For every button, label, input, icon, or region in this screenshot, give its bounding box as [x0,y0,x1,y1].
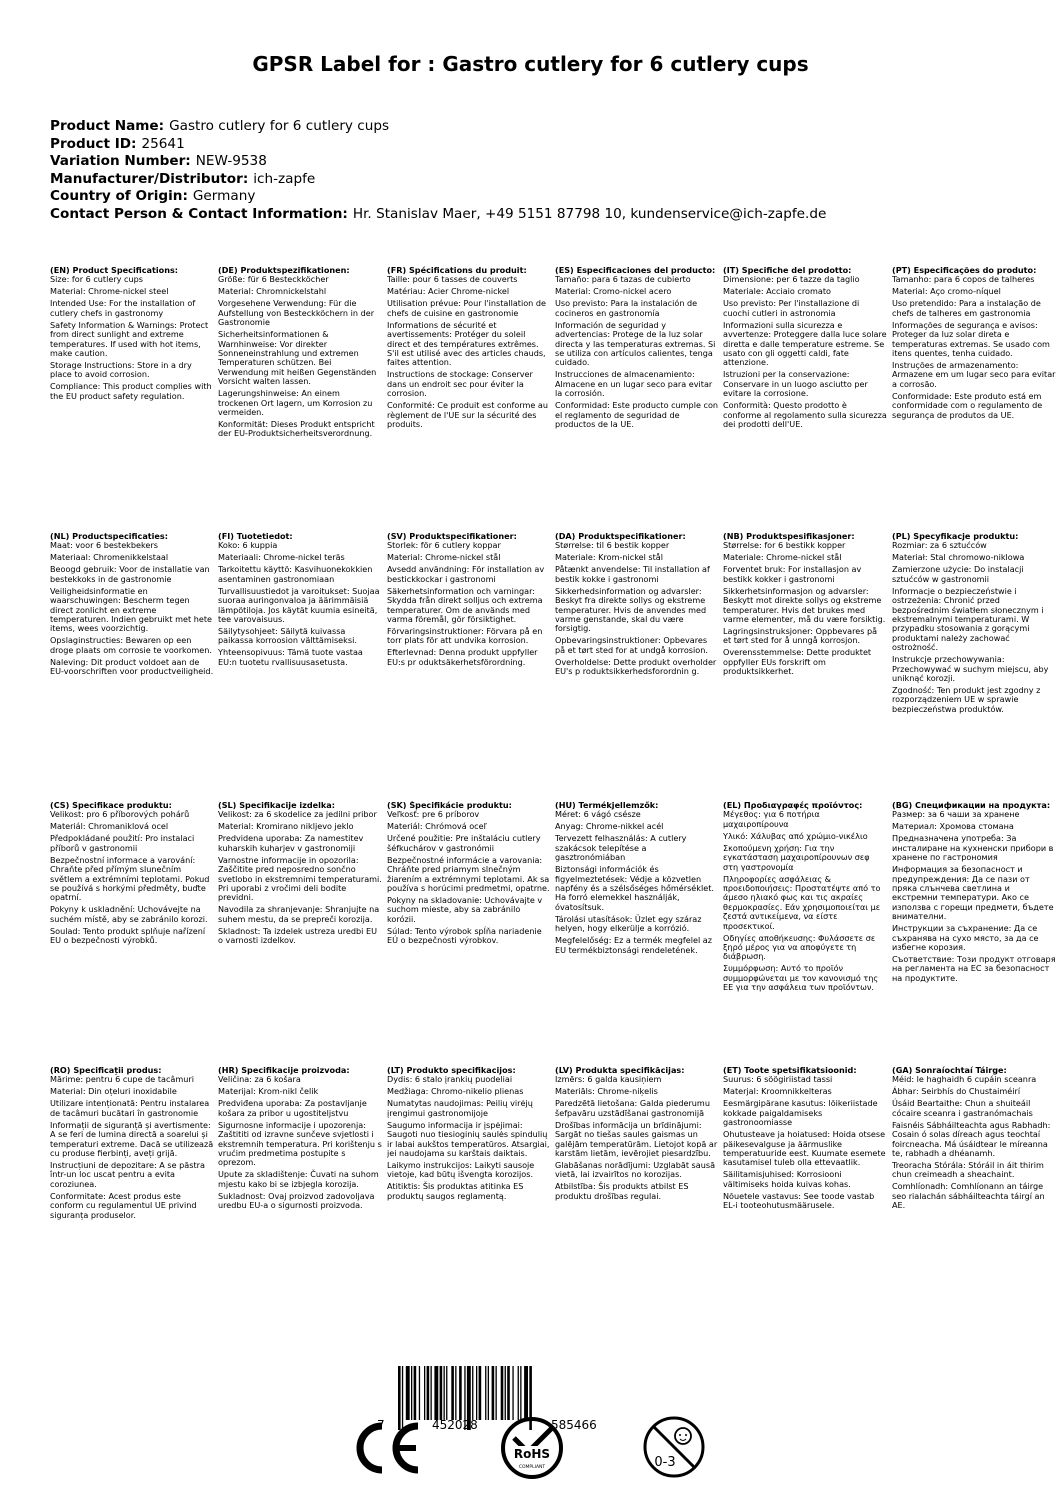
barcode-bar [476,1366,477,1420]
spec-line: Navodila za shranjevanje: Shranjujte na suhem mestu, da se prepreči korozija. [218,904,380,924]
spec-heading: (FI) Tuotetiedot: [218,532,293,541]
spec-line: Información de seguridad y advertencias: Protege de la luz solar directa y las temperaturas extremas. Si se utiliza con artículos calientes, tenga cuidado. [555,319,716,368]
spec-line: Uso previsto: Para la instalación de cocineros en gastronomía [555,298,698,318]
svg-text:RoHS: RoHS [513,1447,551,1461]
barcode-bar [451,1366,454,1420]
barcode-bar [512,1366,513,1420]
not-for-children-0-3-icon [641,1414,707,1480]
spec-line: Ábhar: Seirbhís do Chustaiméirí [892,1086,1021,1097]
spec-line: Material: Chrome-nickel stål [387,552,501,563]
spec-line: Forventet bruk: For installasjon av bestikk kokker i gastronomi [723,564,862,584]
barcode-bar [507,1366,510,1420]
spec-line: Informazioni sulla sicurezza e avvertenze: Proteggere dalla luce solare diretta e dalle temperature estreme. Se usato con gli oggetti caldi, fate attenzione. [723,319,887,368]
spec-line: Størrelse: for 6 bestikk kopper [723,540,846,551]
spec-line: Utilizare intenționată: Pentru instalarea de tacâmuri bucătari în gastronomie [50,1098,210,1118]
spec-line: Sigurnosne informacije i upozorenja: Zaštititi od izravne sunčeve svjetlosti i ekstremnih temperatura. Pri korištenju s vrućim predmetima postupite s oprezom. [218,1119,382,1168]
spec-line: Veľkosť: pre 6 príborov [387,809,480,820]
spec-heading: (ES) Especificaciones del producto: [555,266,716,275]
spec-block [555,801,719,958]
spec-heading: (CS) Specifikace produktu: [50,801,172,810]
spec-line: Materiale: Acciaio cromato [723,286,831,297]
spec-line: Instrucciones de almacenamiento: Almacene en un lugar seco para evitar la corrosión. [555,369,713,399]
spec-line: Avsedd användning: För installation av bestickkockar i gastronomi [387,564,545,584]
spec-block [387,266,551,432]
spec-heading: (SV) Produktspecifikationer: [387,532,517,541]
spec-line: Informações de segurança e avisos: Proteger da luz solar direta e temperaturas extremas. Se usado com itens quentes, tenha cuidado. [892,319,1050,359]
spec-line: Storage Instructions: Store in a dry place to avoid corrosion. [50,360,192,380]
spec-block [387,532,551,670]
spec-line: Pokyny na skladovanie: Uchovávajte v suchom mieste, aby sa zabránilo korózii. [387,895,543,924]
barcode-digit-prefix: 7 [377,1418,385,1432]
spec-heading: (LT) Produkto specifikacijos: [387,1066,516,1075]
spec-line: Saugumo informacija ir įspėjimai: Saugoti nuo tiesioginių saulės spindulių ir labai aukštos temperatūros. Atsargiai, jei naudojama su karštais daiktais. [387,1119,550,1159]
spec-heading: (PL) Specyfikacje produktu: [892,532,1019,541]
spec-heading: (BG) Спецификации на продукта: [892,801,1051,810]
spec-line: Méret: 6 vágó csésze [555,809,641,820]
barcode-bar [424,1366,425,1420]
barcode-bar [406,1366,410,1420]
spec-line: Overensstemmelse: Dette produktet oppfyller EUs forskrift om produktsikkerhet. [723,647,872,677]
barcode-bar [479,1366,482,1420]
spec-line: Tamaño: para 6 tazas de cubierto [555,274,691,285]
info-contact: Contact Person & Contact Information: Hr. Stanislav Maer, +49 5151 87798 10, kundenservice@ich-zapfe.de [50,205,827,222]
spec-heading: (IT) Specifiche del prodotto: [723,266,852,275]
spec-line: Méid: le haghaidh 6 cupáin sceanra [892,1074,1037,1085]
spec-line: Efterlevnad: Denna produkt uppfyller EU:s pr oduktsäkerhetsförordning. [387,647,538,667]
spec-block [387,801,551,948]
spec-line: Materiāls: Chrome-niķelis [555,1086,658,1097]
spec-line: Informații de siguranță și avertismente: A se feri de lumina directă a soarelui și temperaturi extreme. Dacă se utilizează cu produse fierbinți, aveți grijă. [50,1119,214,1159]
footer-marks [0,1360,1061,1500]
spec-line: Predviđena uporaba: Za postavljanje košara za pribor u ugostiteljstvu [218,1098,367,1118]
spec-line: Suurus: 6 söögiriistad tassi [723,1074,833,1085]
spec-line: Glabāšanas norādījumi: Uzglabāt sausā vietā, lai izvairītos no korozijas. [555,1160,716,1180]
spec-line: Instrukcje przechowywania: Przechowywać w suchym miejscu, aby uniknąć korozji. [892,654,1049,684]
spec-line: Material: Chromnickelstahl [218,286,327,297]
spec-heading: (EN) Product Specifications: [50,266,179,275]
barcode-bar [431,1366,432,1420]
spec-line: Taille: pour 6 tasses de couverts [387,274,518,285]
spec-line: Eesmärgipärane kasutus: lõikeriistade kokkade paigaldamiseks gastronoomiasse [723,1098,878,1128]
spec-line: Tervezett felhasználás: A cutlery szakácsok telepítése a gasztronómiában [555,833,687,863]
spec-line: Informations de sécurité et avertissements: Protéger du soleil direct et des températures extrêmes. S'il est utilisé avec des articles chauds, faites attention. [387,319,546,368]
barcode-bar [446,1366,447,1420]
spec-heading: (HR) Specifikacije proizvoda: [218,1066,350,1075]
spec-line: Съответствие: Този продукт отговаря на регламента на ЕС за безопасност на продуктите. [892,954,1056,983]
barcode-bar [419,1366,420,1420]
spec-line: Conformidade: Este produto está em conformidade com o regulamento de segurança de produtos da UE. [892,390,1043,420]
info-variation-number: Variation Number: NEW-9538 [50,153,267,169]
spec-heading: (GA) Sonraíochtaí Táirge: [892,1066,1007,1075]
spec-line: Bezpečnostní informace a varování: Chraňte před přímým slunečním světlem a extrémními teplotami. Pokud se používá s horkými předměty, buďte opatrní. [50,854,210,903]
barcode-bar [434,1366,438,1420]
spec-line: Materijal: Krom-nikl čelik [218,1086,319,1097]
spec-block [50,1066,214,1223]
spec-block [892,266,1056,423]
spec-line: Koko: 6 kuppia [218,540,278,551]
spec-line: Veiligheidsinformatie en waarschuwingen: Bescherm tegen direct zonlicht en extreme temperaturen. Indien gebruikt met hete items, wees voorzichtig. [50,585,213,634]
spec-line: Предназначена употреба: За инсталиране на кухненски прибори в хранене по гастрономия [892,833,1054,863]
spec-heading: (LV) Produkta specifikācijas: [555,1066,685,1075]
spec-line: Sukladnost: Ovaj proizvod zadovoljava uredbu EU-a o sigurnosti proizvoda. [218,1190,375,1211]
spec-line: Úsáid Beartaithe: Chun a shuiteáil cócaire sceanra i gastranómachais [892,1098,1033,1118]
spec-line: Matériau: Acier Chrome-nickel [387,286,510,297]
spec-line: Mărime: pentru 6 cupe de tacâmuri [50,1074,194,1085]
spec-block [892,801,1056,986]
spec-line: Påtænkt anvendelse: Til installation af bestik kokke i gastronomi [555,564,710,584]
spec-line: Laikymo instrukcijos: Laikyti sausoje vietoje, kad būtų išvengta korozijos. [387,1160,535,1180]
spec-line: Zgodność: Ten produkt jest zgodny z rozporządzeniem UE w sprawie bezpieczeństwa produktów. [892,685,1041,714]
spec-line: Conformidad: Este producto cumple con el reglamento de seguridad de productos de la UE. [555,400,719,430]
spec-heading: (RO) Specificații produs: [50,1066,162,1075]
spec-heading: (EL) Προδιαγραφές προϊόντος: [723,801,863,810]
info-product-id: Product ID: 25641 [50,135,185,152]
spec-line: Biztonsági információk és figyelmeztetések: Védje a közvetlen napfény és a szélsőséges hőmérséklet. Ha forró elemekkel használják, óvatosítsuk. [555,864,714,912]
spec-line: Konformität: Dieses Produkt entspricht der EU-Produktsicherheitsverordnung. [218,419,375,439]
barcode-bar [518,1366,519,1420]
spec-line: Veličina: za 6 košara [218,1074,301,1085]
spec-line: Skladnost: Ta izdelek ustreza uredbi EU o varnosti izdelkov. [218,925,378,946]
spec-line: Dimensione: per 6 tazze da taglio [723,274,860,285]
spec-line: Materiál: Chromaniklová ocel [50,821,169,832]
spec-line: Material: Kromirano nikljevo jeklo [218,821,354,832]
spec-heading: (HU) Termékjellemzők: [555,801,659,810]
svg-text:0-3: 0-3 [654,1455,676,1470]
spec-line: Izmērs: 6 galda kausiņiem [555,1074,662,1085]
spec-heading: (SK) Špecifikácie produktu: [387,801,512,810]
spec-line: Predvidena uporaba: Za namestitev kuharskih kuharjev v gastronomiji [218,833,364,853]
spec-line: Förvaringsinstruktioner: Förvara på en torr plats för att undvika korrosion. [387,626,543,646]
spec-line: Sicherheitsinformationen & Warnhinweise: Vor direkter Sonneneinstrahlung und extremen Temperaturen schützen. Bei Verwendung mit heißen Gegenständen Vorsicht walten lassen. [218,329,377,387]
spec-line: Sikkerhetsinformasjon og advarsler: Beskytt mot direkte sollys og ekstreme temperaturer. Hvis det brukes med varme elementer, må du være forsiktig. [723,585,886,625]
barcode-bar [440,1366,443,1420]
spec-line: Pokyny k uskladnění: Uchovávejte na suchém místě, aby se zabránilo korozi. [50,904,208,924]
info-country: Country of Origin: Germany [50,188,256,204]
spec-line: Størrelse: til 6 bestik kopper [555,540,670,551]
spec-line: Numatytas naudojimas: Peilių virėjų įrengimui gastronomijoje [387,1098,533,1118]
barcode-digits-left: 452028 [432,1418,478,1432]
spec-line: Upute za skladištenje: Čuvati na suhom mjestu kako bi se izbjegla korozija. [218,1169,379,1189]
spec-line: Medžiaga: Chromo-nikelio plienas [387,1086,524,1097]
spec-line: Tamanho: para 6 copos de talheres [892,274,1035,285]
spec-line: Materiál: Chrómová oceľ [387,821,487,832]
spec-block [50,266,214,404]
spec-block [723,266,887,432]
spec-line: Istruzioni per la conservazione: Conservare in un luogo asciutto per evitare la corrosione. [723,369,868,399]
spec-line: Материал: Хромова стомана [892,821,1014,832]
spec-line: Safety Information & Warnings: Protect from direct sunlight and extreme temperatures. If used with hot items, make caution. [50,319,209,359]
spec-heading: (NL) Productspecificaties: [50,532,168,541]
spec-line: Určené použitie: Pre inštaláciu cutlery šéfkuchárov v gastronómii [387,833,541,853]
spec-heading: (PT) Especificações do produto: [892,266,1037,275]
spec-block [387,1066,551,1204]
spec-block [892,532,1056,717]
spec-line: Megfelelőség: Ez a termék megfelel az EU termékbiztonsági rendeletének. [555,935,713,955]
barcode-bar [459,1366,462,1420]
spec-block [218,1066,382,1213]
spec-line: Πληροφορίες ασφάλειας & προειδοποιήσεις: Προστατέψτε από το άμεσο ηλιακό φως και τις ακραίες θερμοκρασίες. Εάν χρησιμοποιείται με ζεστά αντικείμενα, να είστε προσεκτικοί. [723,873,881,931]
spec-line: Drošības informācija un brīdinājumi: Sargāt no tiešas saules gaismas un galējām temperatūrām. Lietojot kopā ar karstām lietām, ievērojiet piesardzību. [555,1119,718,1159]
spec-line: Utilisation prévue: Pour l'installation de chefs de cuisine en gastronomie [387,298,546,318]
spec-line: Material: Chrome-nickel steel [50,286,169,297]
spec-line: Размер: за 6 чаши за хранене [892,809,1020,820]
spec-heading: (ET) Toote spetsifikatsioonid: [723,1066,857,1075]
spec-block [50,801,214,948]
spec-block [50,532,214,679]
barcode-bar [411,1366,412,1420]
spec-line: Информация за безопасност и предупреждения: Да се пази от пряка слънчева светлина и екстремни температури. Ако се използва с горещи предмети, бъдете внимателни. [892,864,1054,922]
barcode-bar [455,1366,456,1420]
spec-line: Materiał: Stal chromowo-niklowa [892,552,1025,563]
spec-line: Rozmiar: za 6 sztućców [892,540,987,551]
spec-line: Uso previsto: Per l'installazione di cuochi cutleri in astronomia [723,298,860,318]
spec-line: Material: Cromo-nickel acero [555,286,672,297]
spec-line: Comhlíonadh: Comhlíonann an táirge seo rialachán sábháilteachta táirgí an AE. [892,1181,1045,1211]
spec-heading: (DA) Produktspecifikationer: [555,532,686,541]
spec-line: Opslaginstructies: Bewaren op een droge plaats om corrosie te voorkomen. [50,635,212,655]
spec-line: Treoracha Stórála: Stóráil in áit thirim chun creimeadh a sheachaint. [892,1160,1044,1180]
barcode-bar [492,1366,495,1420]
barcode-bar [520,1366,521,1420]
barcode-bar [414,1366,417,1420]
ce-mark-icon [352,1420,424,1476]
barcode-bar [485,1366,486,1420]
spec-line: Atitiktis: Šis produktas atitinka ES produktų saugos reglamentą. [387,1181,524,1201]
spec-heading: (FR) Spécifications du produit: [387,266,527,275]
spec-line: Lagerungshinweise: An einem trockenen Ort lagern, um Korrosion zu vermeiden. [218,388,373,418]
spec-line: Storlek: för 6 cutlery koppar [387,540,501,551]
spec-line: Material: Din oțeluri inoxidabile [50,1086,177,1097]
barcode-bar [472,1366,473,1420]
spec-line: Intended Use: For the installation of cutlery chefs in gastronomy [50,298,196,318]
spec-line: Faisnéis Sábháilteachta agus Rabhadh: Cosain ó solas díreach agus teochtaí foircneacha. Má úsáidtear le míreanna te, rabhadh a dhéanamh. [892,1119,1051,1159]
spec-line: Anyag: Chrome-nikkel acél [555,821,664,832]
spec-line: Turvallisuustiedot ja varoitukset: Suojaa suoraa auringonvaloa ja äärimmäisiä lämpötiloja. Jos käytät kuumia esineitä, tee varovaisuus. [218,585,380,625]
spec-line: Velikost: za 6 skodelice za jedilni pribor [218,809,377,820]
spec-line: Uso pretendido: Para a instalação de chefs de talheres em gastronomia [892,298,1041,318]
spec-line: Instruções de armazenamento: Armazene em um lugar seco para evitar a corrosão. [892,360,1056,389]
spec-heading: (SL) Specifikacije izdelka: [218,801,336,810]
barcode-bar [427,1366,430,1420]
spec-line: Nõuetele vastavus: See toode vastab EL-i tooteohutusmäärusele. [723,1190,875,1211]
spec-line: Maat: voor 6 bestekbekers [50,540,158,551]
spec-line: Instrucțiuni de depozitare: A se păstra într-un loc uscat pentru a evita coroziunea. [50,1160,205,1189]
product-info [50,118,1050,223]
spec-line: Οδηγίες αποθήκευσης: Φυλάσσετε σε ξηρό μέρος για να αποφύγετε τη διάβρωση. [723,932,876,962]
spec-line: Bezpečnostné informácie a varovania: Chráňte pred priamym slnečným žiarením a extrémnymi teplotami. Ak sa používa s horúcimi predmetmi, opatrne. [387,854,550,894]
spec-line: Materiale: Krom-nickel stål [555,552,664,563]
spec-line: Compliance: This product complies with the EU product safety regulation. [50,381,212,401]
spec-line: Overholdelse: Dette produkt overholder EU's p roduktsikkerhedsforordnin g. [555,656,717,677]
spec-line: Σκοπούμενη χρήση: Για την εγκατάσταση μαχαιροπίρουνων σεφ στη γαστρονομία [723,842,870,872]
spec-line: Size: for 6 cutlery cups [50,274,143,285]
spec-block [555,1066,719,1204]
barcode-bar [501,1366,504,1420]
spec-line: Opbevaringsinstruktioner: Opbevares på et tørt sted for at undgå korrosion. [555,635,708,655]
spec-block [555,266,719,432]
spec-line: Säilitamisjuhised: Korrosiooni vältimiseks hoida kuivas kohas. [723,1169,851,1189]
spec-line: Tárolási utasítások: Üzlet egy száraz helyen, hogy elkerülje a korrózió. [555,913,702,934]
spec-line: Yhteensopivuus: Tämä tuote vastaa EU:n tuotetu rvallisuusasetusta. [218,647,363,667]
spec-heading: (DE) Produktspezifikationen: [218,266,350,275]
spec-line: Conformité: Ce produit est conforme au règlement de l'UE sur la sécurité des produits. [387,400,548,430]
spec-block [218,532,382,670]
spec-block [892,1066,1056,1213]
spec-line: Atbilstība: Šis produkts atbilst ES produktu drošības regulai. [555,1181,689,1201]
spec-line: Instructions de stockage: Conserver dans un endroit sec pour éviter la corrosion. [387,369,533,399]
spec-line: Soulad: Tento produkt splňuje nařízení EU o bezpečnosti výrobků. [50,925,206,946]
spec-line: Súlad: Tento výrobok spĺňa nariadenie EÚ o bezpečnosti výrobkov. [387,925,542,946]
spec-line: Materjal: Kroomnikkelteras [723,1086,832,1097]
spec-block [723,1066,887,1213]
spec-line: Materiaali: Chrome-nickel teräs [218,552,345,563]
spec-line: Material: Aço cromo-níquel [892,286,1001,297]
spec-block [218,801,382,948]
spec-line: Předpokládané použití: Pro instalaci příborů v gastronomii [50,833,195,853]
spec-line: Dydis: 6 stalo įrankių puodeliai [387,1074,513,1085]
barcode-bar [524,1366,528,1420]
spec-line: Säkerhetsinformation och varningar: Skydda från direkt solljus och extrema temperaturer. Om de används med varma föremål, gör försiktighet. [387,585,543,625]
rohs-compliant-icon [500,1416,564,1480]
spec-line: Conformità: Questo prodotto è conforme al regolamento sulla sicurezza dei prodotti dell'UE. [723,400,887,430]
spec-line: Informacje o bezpieczeństwie i ostrzeżenia: Chronić przed bezpośrednim światłem słonecznym i ekstremalnymi temperaturami. W przypadku stosowania z gorącymi produktami należy zachować ostrożność. [892,585,1044,653]
spec-line: Ohutusteave ja hoiatused: Hoida otsese päikesevalguse ja äärmuslike temperatuuride eest. Kuumate esemete kasutamisel tuleb olla ettevaatlik. [723,1129,886,1168]
info-manufacturer: Manufacturer/Distributor: ich-zapfe [50,170,316,187]
spec-block [723,801,887,995]
barcode-bar [444,1366,445,1420]
spec-line: Conformitate: Acest produs este conform cu regulamentul UE privind siguranța produselor. [50,1190,197,1220]
svg-text:COMPLIANT: COMPLIANT [518,1465,546,1470]
barcode-bar [488,1366,489,1420]
spec-line: Μέγεθος: για 6 ποτήρια μαχαιροπίρουνα [723,809,820,829]
spec-line: Tarkoitettu käyttö: Kasvihuonekokkien asentaminen gastronomiaan [218,564,373,584]
barcode-digits-right: 585466 [551,1418,597,1432]
spec-line: Υλικό: Χάλυβας από χρώμιο-νικέλιο [723,830,868,841]
spec-line: Συμμόρφωση: Αυτό το προϊόν συμμορφώνεται με τον κανονισμό της ΕΕ για την ασφάλεια των προϊόντων. [723,963,879,993]
barcode-bar [496,1366,497,1420]
spec-line: Инструкции за съхранение: Да се съхранява на сухо място, за да се избегне корозия. [892,923,1039,953]
spec-line: Vorgesehene Verwendung: Für die Aufstellung von Besteckköchern in der Gastronomie [218,298,375,328]
spec-line: Sikkerhedsinformation og advarsler: Beskyt fra direkte sollys og ekstreme temperaturer. Hvis de anvendes med varme genstande, skal du være forsigtig. [555,585,707,634]
spec-line: Materiale: Chrome-nickel stål [723,552,842,563]
barcode-bar [505,1366,506,1420]
spec-line: Varnostne informacije in opozorila: Zaščitite pred neposredno sončno svetlobo in ekstremnimi temperaturami. Pri uporabi z vročimi deli bodite previdni. [218,854,382,903]
spec-line: Lagringsinstruksjoner: Oppbevares på et tørt sted for å unngå korrosjon. [723,626,878,646]
spec-line: Beoogd gebruik: Voor de installatie van bestekkoks in de gastronomie [50,564,210,584]
spec-line: Materiaal: Chromenikkelstaal [50,552,169,563]
spec-block [218,266,382,441]
spec-line: Paredzētā lietošana: Galda piederumu šefpavāru uzstādīšanai gastronomijā [555,1098,710,1118]
spec-line: Zamierzone użycie: Do instalacji sztućców w gastronomii [892,564,1024,584]
spec-heading: (NB) Produktspesifikasjoner: [723,532,855,541]
spec-line: Velikost: pro 6 příborových pohárů [50,809,190,820]
spec-line: Säilytysohjeet: Säilytä kuivassa paikassa korroosion välttämiseksi. [218,626,357,646]
spec-line: Naleving: Dit product voldoet aan de EU-voorschriften voor productveiligheid. [50,656,214,677]
spec-block [555,532,719,679]
page-title: GPSR Label for : Gastro cutlery for 6 cutlery cups [252,52,809,76]
spec-line: Größe: für 6 Besteckköcher [218,274,329,285]
info-product-name: Product Name: Gastro cutlery for 6 cutlery cups [50,118,390,134]
spec-block [723,532,887,679]
